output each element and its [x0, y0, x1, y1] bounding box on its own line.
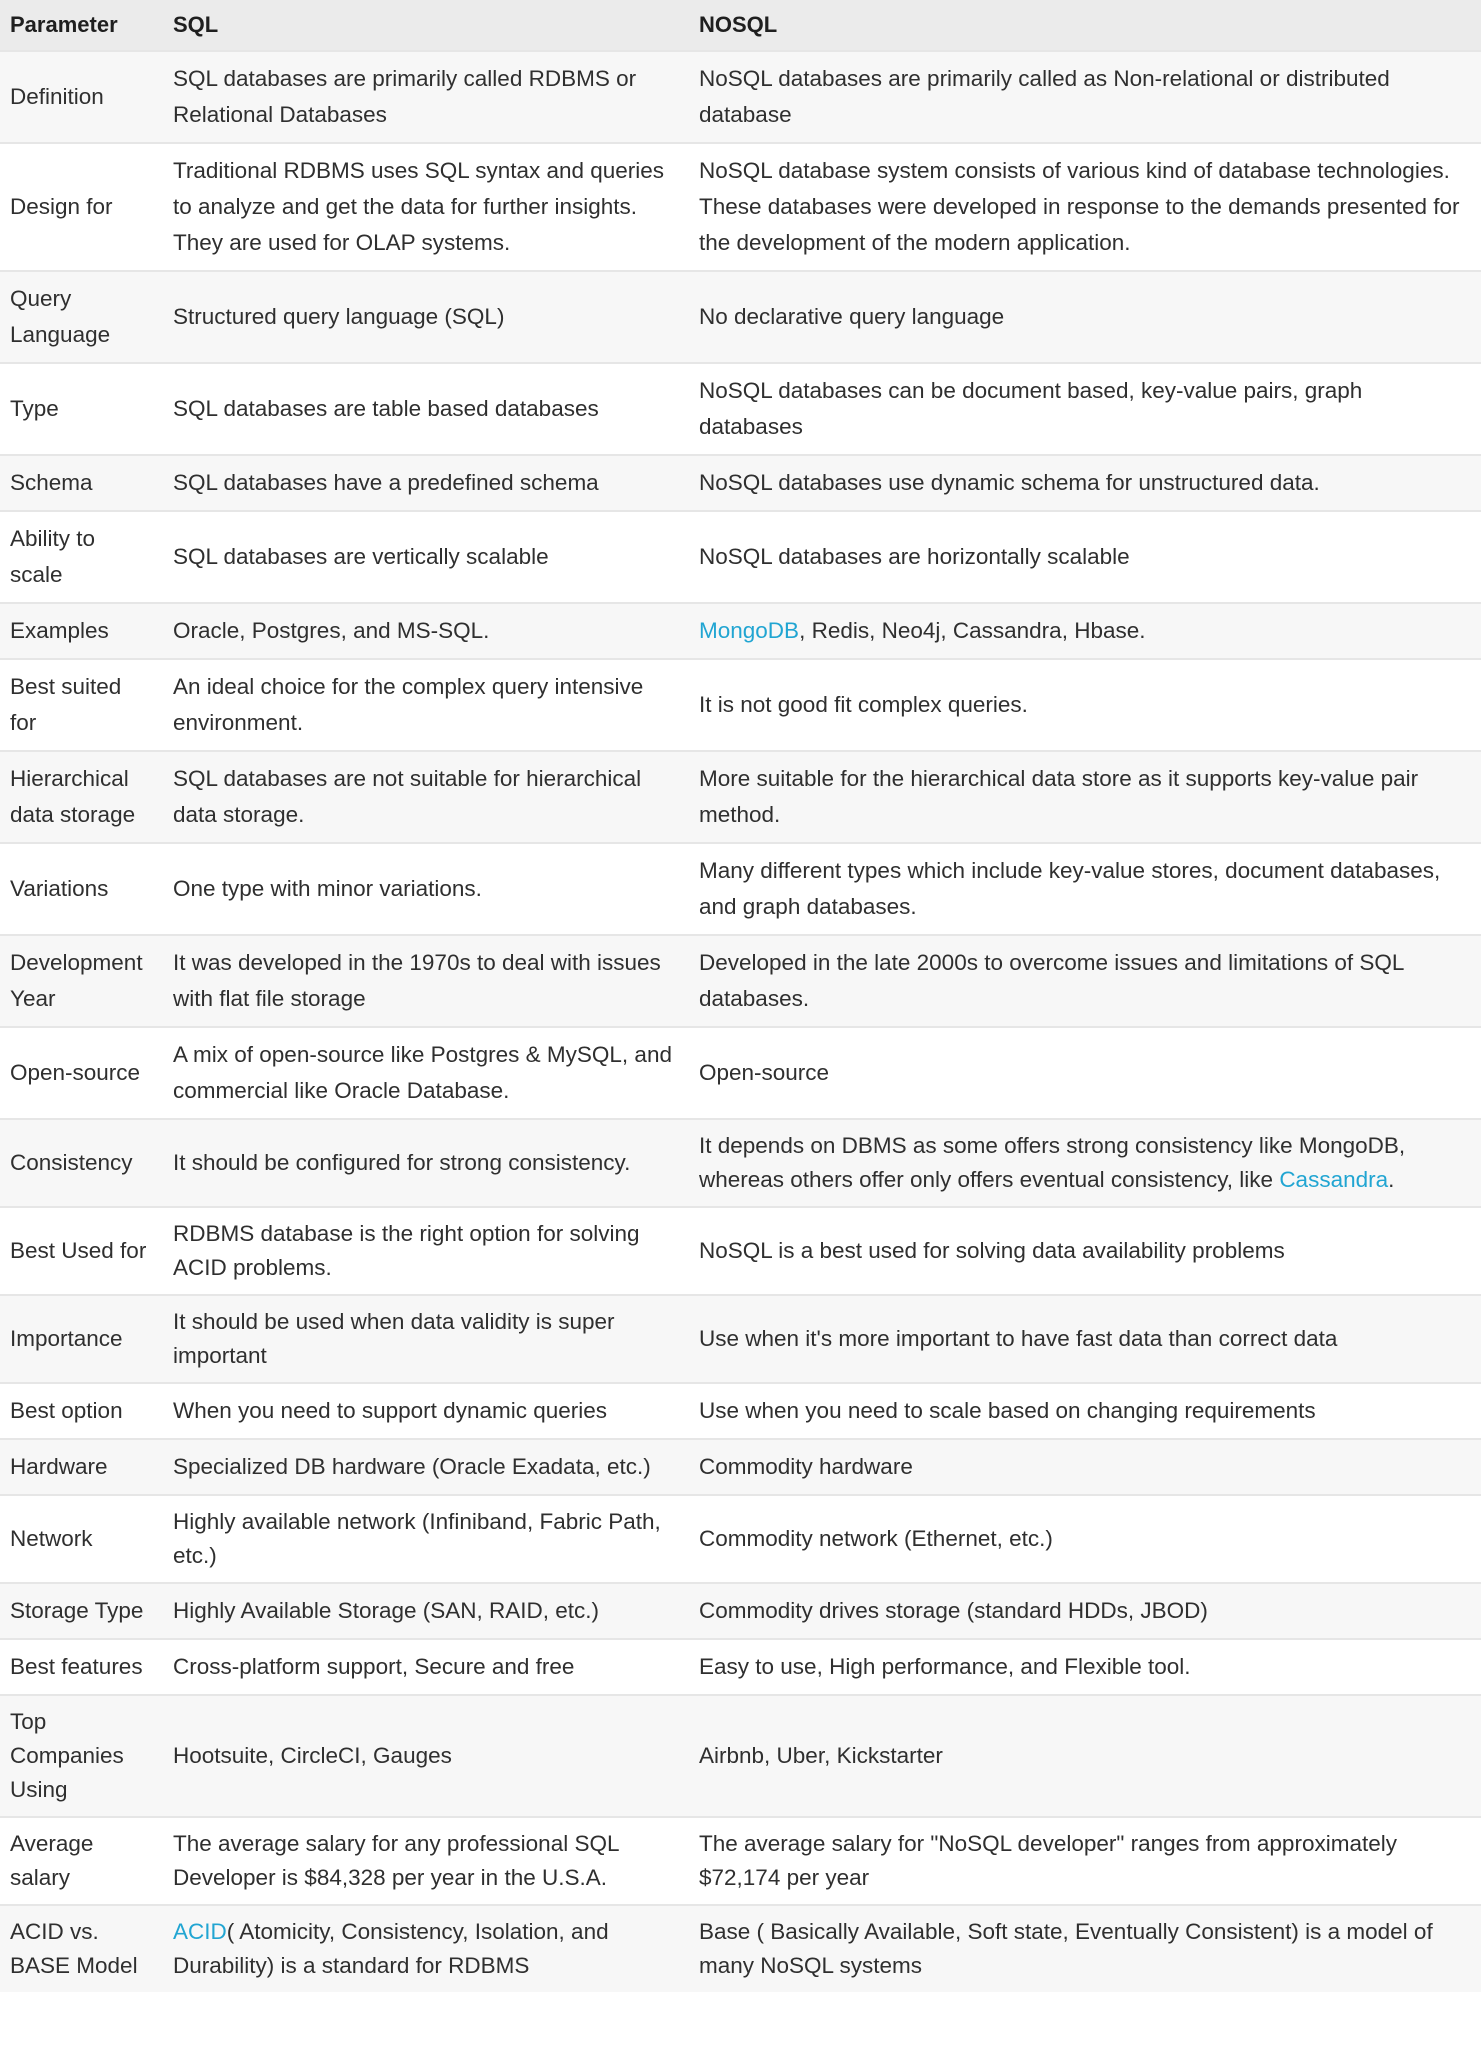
row-nosql: Commodity network (Ethernet, etc.): [699, 1526, 1053, 1551]
row-sql: Highly Available Storage (SAN, RAID, etc.): [173, 1598, 600, 1623]
table-row: [0, 751, 1481, 843]
table-row: [0, 1905, 1481, 1992]
header-sql: SQL: [173, 12, 219, 37]
table-row: [0, 455, 1481, 511]
row-nosql: NoSQL databases are primarily called as Non-relational or distributed database: [699, 66, 1390, 127]
row-sql: RDBMS database is the right option for solving ACID problems.: [173, 1221, 640, 1280]
table-row: [0, 51, 1481, 143]
row-nosql: [688, 603, 1481, 659]
row-nosql: Commodity drives storage (standard HDDs, JBOD): [699, 1598, 1208, 1623]
row-parameter: Importance: [10, 1326, 123, 1351]
consistency-nosql-text: It depends on DBMS as some offers strong consistency like MongoDB, whereas others offer only offers eventual consistency, like: [699, 1133, 1406, 1192]
row-sql: Hootsuite, CircleCI, Gauges: [173, 1743, 452, 1768]
row-parameter: Best features: [10, 1654, 143, 1679]
row-nosql: Use when it's more important to have fast data than correct data: [699, 1326, 1338, 1351]
row-nosql: Developed in the late 2000s to overcome issues and limitations of SQL databases.: [699, 950, 1404, 1011]
row-nosql: Easy to use, High performance, and Flexible tool.: [699, 1654, 1191, 1679]
row-nosql: Airbnb, Uber, Kickstarter: [699, 1743, 943, 1768]
header-row: [0, 0, 1481, 51]
row-parameter: Schema: [10, 470, 93, 495]
row-nosql: No declarative query language: [699, 304, 1005, 329]
row-parameter: Query Language: [10, 286, 111, 347]
table-row: [0, 603, 1481, 659]
row-parameter: Top Companies Using: [10, 1709, 124, 1802]
acid-link[interactable]: ACID: [173, 1919, 227, 1944]
table-row: [0, 1817, 1481, 1905]
row-parameter: Best option: [10, 1398, 123, 1423]
row-sql: It was developed in the 1970s to deal with issues with flat file storage: [173, 950, 661, 1011]
table-row: [0, 1439, 1481, 1495]
row-sql: SQL databases are not suitable for hierarchical data storage.: [173, 766, 642, 827]
row-sql: Oracle, Postgres, and MS-SQL.: [173, 618, 490, 643]
table-row: [0, 843, 1481, 935]
row-sql: Highly available network (Infiniband, Fabric Path, etc.): [173, 1509, 661, 1568]
row-sql: It should be configured for strong consistency.: [173, 1150, 631, 1175]
table-row: [0, 935, 1481, 1027]
row-sql: SQL databases have a predefined schema: [173, 470, 599, 495]
row-sql: Structured query language (SQL): [173, 304, 505, 329]
table-row: [0, 1383, 1481, 1439]
row-sql: Cross-platform support, Secure and free: [173, 1654, 575, 1679]
row-parameter: Development Year: [10, 950, 143, 1011]
row-nosql: It is not good fit complex queries.: [699, 692, 1028, 717]
table-row: [0, 1583, 1481, 1639]
table-row: [0, 1639, 1481, 1695]
row-parameter: Consistency: [10, 1150, 133, 1175]
row-nosql: More suitable for the hierarchical data store as it supports key-value pair method.: [699, 766, 1419, 827]
row-parameter: Best Used for: [10, 1238, 147, 1263]
consistency-nosql-period: .: [1388, 1167, 1395, 1192]
row-nosql: Many different types which include key-value stores, document databases, and graph databases.: [699, 858, 1441, 919]
header-parameter: Parameter: [10, 12, 118, 37]
row-sql: When you need to support dynamic queries: [173, 1398, 608, 1423]
table-row: [0, 1295, 1481, 1383]
acid-sql-text: ( Atomicity, Consistency, Isolation, and Durability) is a standard for RDBMS: [173, 1919, 609, 1978]
table-row: [0, 511, 1481, 603]
row-sql: SQL databases are primarily called RDBMS or Relational Databases: [173, 66, 637, 127]
table-header: [0, 0, 1481, 51]
row-nosql: The average salary for "NoSQL developer" ranges from approximately $72,174 per year: [699, 1831, 1397, 1890]
table-row: [0, 1027, 1481, 1119]
row-parameter: Open-source: [10, 1060, 141, 1085]
row-parameter: Storage Type: [10, 1598, 144, 1623]
row-sql: Specialized DB hardware (Oracle Exadata, etc.): [173, 1454, 651, 1479]
row-parameter: Hardware: [10, 1454, 108, 1479]
row-parameter: Average salary: [10, 1831, 94, 1890]
row-parameter: Type: [10, 396, 59, 421]
table-row: [0, 1119, 1481, 1207]
row-sql: Traditional RDBMS uses SQL syntax and queries to analyze and get the data for further insights. They are used for OLAP systems.: [173, 158, 665, 255]
row-nosql: Use when you need to scale based on changing requirements: [699, 1398, 1316, 1423]
row-parameter: Definition: [10, 84, 104, 109]
row-nosql: NoSQL is a best used for solving data availability problems: [699, 1238, 1285, 1263]
table-row: [0, 271, 1481, 363]
header-nosql: NOSQL: [699, 12, 778, 37]
table-row: [0, 1695, 1481, 1817]
table-row: [0, 659, 1481, 751]
examples-nosql-text: , Redis, Neo4j, Cassandra, Hbase.: [799, 618, 1146, 643]
row-sql: SQL databases are table based databases: [173, 396, 599, 421]
row-nosql: Base ( Basically Available, Soft state, Eventually Consistent) is a model of many NoSQL systems: [699, 1919, 1433, 1978]
cassandra-link[interactable]: Cassandra: [1279, 1167, 1389, 1192]
row-nosql: [688, 1119, 1481, 1207]
row-sql: A mix of open-source like Postgres & MySQL, and commercial like Oracle Database.: [173, 1042, 672, 1103]
row-nosql: NoSQL databases are horizontally scalable: [699, 544, 1130, 569]
row-sql: One type with minor variations.: [173, 876, 482, 901]
row-sql: [163, 1905, 688, 1992]
table-row: [0, 143, 1481, 271]
row-parameter: Network: [10, 1526, 93, 1551]
row-parameter: Examples: [10, 618, 109, 643]
row-parameter: Best suited for: [10, 674, 122, 735]
row-nosql: Commodity hardware: [699, 1454, 913, 1479]
row-sql: The average salary for any professional SQL Developer is $84,328 per year in the U.S.A.: [173, 1831, 619, 1890]
row-sql: An ideal choice for the complex query intensive environment.: [173, 674, 644, 735]
table-row: [0, 1207, 1481, 1295]
row-nosql: NoSQL database system consists of various kind of database technologies. These databases were developed in response to the demands presented for the development of the modern application.: [699, 158, 1460, 255]
row-sql: SQL databases are vertically scalable: [173, 544, 549, 569]
row-sql: It should be used when data validity is super important: [173, 1309, 615, 1368]
row-parameter: Ability to scale: [10, 526, 96, 587]
row-nosql: NoSQL databases can be document based, key-value pairs, graph databases: [699, 378, 1363, 439]
table-row: [0, 363, 1481, 455]
row-nosql: NoSQL databases use dynamic schema for unstructured data.: [699, 470, 1320, 495]
table-row: [0, 1495, 1481, 1583]
row-parameter: Design for: [10, 194, 113, 219]
mongodb-link[interactable]: MongoDB: [699, 618, 800, 643]
row-nosql: Open-source: [699, 1060, 830, 1085]
row-parameter: Variations: [10, 876, 109, 901]
row-parameter: ACID vs. BASE Model: [10, 1919, 138, 1978]
row-parameter: Hierarchical data storage: [10, 766, 136, 827]
